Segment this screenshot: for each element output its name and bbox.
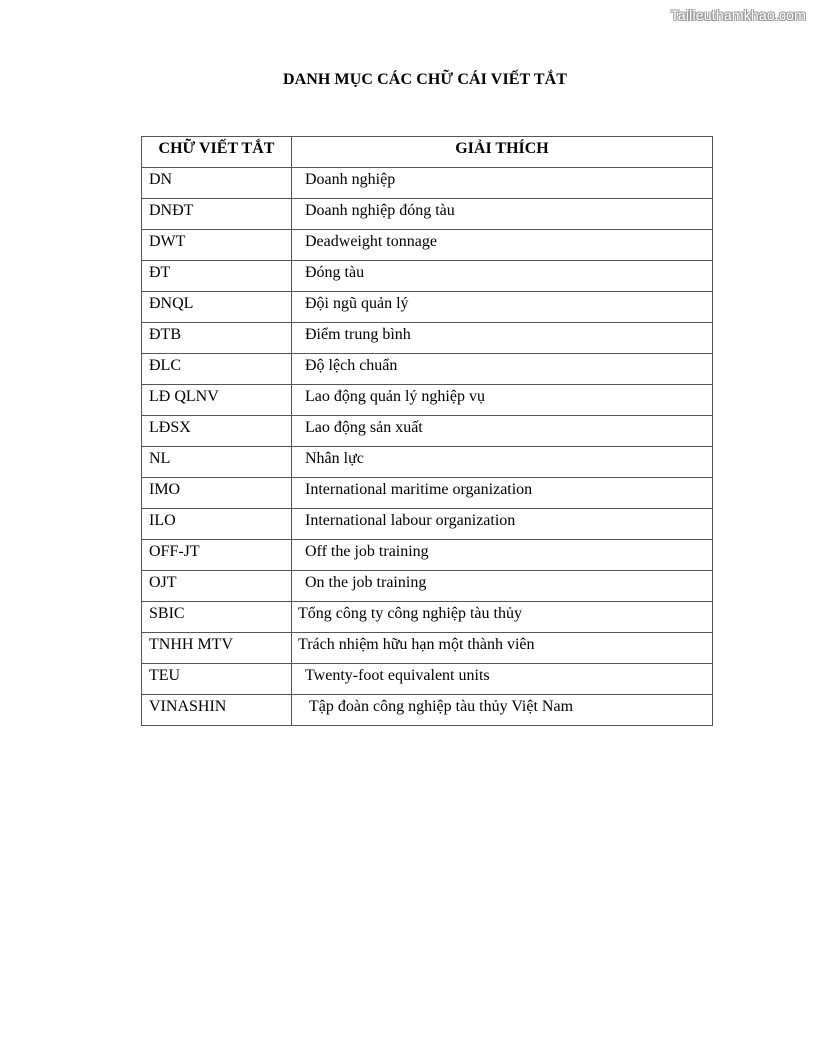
abbreviation-cell: ILO — [142, 509, 292, 540]
explanation-cell: Deadweight tonnage — [292, 230, 713, 261]
explanation-cell: Độ lệch chuẩn — [292, 354, 713, 385]
abbreviation-cell: OFF-JT — [142, 540, 292, 571]
abbreviation-cell: OJT — [142, 571, 292, 602]
abbreviation-cell: IMO — [142, 478, 292, 509]
abbreviation-cell: DN — [142, 168, 292, 199]
explanation-cell: Doanh nghiệp đóng tàu — [292, 199, 713, 230]
table-row — [142, 602, 713, 633]
page-title: DANH MỤC CÁC CHỮ CÁI VIẾT TẮT — [282, 71, 568, 88]
table-row — [142, 478, 713, 509]
explanation-cell: Điểm trung bình — [292, 323, 713, 354]
abbreviation-cell: ĐT — [142, 261, 292, 292]
table-row — [142, 323, 713, 354]
table-row — [142, 447, 713, 478]
table-row — [142, 416, 713, 447]
table-row — [142, 695, 713, 726]
table-row — [142, 633, 713, 664]
explanation-cell: Đóng tàu — [292, 261, 713, 292]
explanation-cell: Lao động quản lý nghiệp vụ — [292, 385, 713, 416]
table-row — [142, 509, 713, 540]
table-row — [142, 261, 713, 292]
explanation-cell: Twenty-foot equivalent units — [292, 664, 713, 695]
explanation-cell: Trách nhiệm hữu hạn một thành viên — [292, 633, 713, 664]
abbreviation-cell: LĐSX — [142, 416, 292, 447]
abbreviation-cell: NL — [142, 447, 292, 478]
explanation-cell: Tập đoàn công nghiệp tàu thủy Việt Nam — [292, 695, 713, 726]
explanation-cell: Doanh nghiệp — [292, 168, 713, 199]
abbreviation-cell: ĐNQL — [142, 292, 292, 323]
abbreviation-cell: VINASHIN — [142, 695, 292, 726]
table-row — [142, 199, 713, 230]
explanation-cell: Lao động sản xuất — [292, 416, 713, 447]
explanation-cell: Nhân lực — [292, 447, 713, 478]
abbreviation-cell: LĐ QLNV — [142, 385, 292, 416]
abbreviation-cell: ĐLC — [142, 354, 292, 385]
table-row — [142, 664, 713, 695]
table-row — [142, 292, 713, 323]
abbreviation-cell: TNHH MTV — [142, 633, 292, 664]
table-row — [142, 354, 713, 385]
watermark-text: Tailieuthamkhao.com — [670, 7, 806, 23]
header-explanation: GIẢI THÍCH — [292, 137, 713, 168]
abbreviation-cell: SBIC — [142, 602, 292, 633]
table-row — [142, 540, 713, 571]
abbreviation-cell: TEU — [142, 664, 292, 695]
header-abbreviation: CHỮ VIẾT TẮT — [142, 137, 292, 168]
abbreviation-cell: DNĐT — [142, 199, 292, 230]
table-row — [142, 385, 713, 416]
table-row — [142, 571, 713, 602]
explanation-cell: Off the job training — [292, 540, 713, 571]
abbreviation-table — [141, 136, 713, 726]
abbreviation-cell: ĐTB — [142, 323, 292, 354]
table-row — [142, 230, 713, 261]
abbreviation-cell: DWT — [142, 230, 292, 261]
explanation-cell: International labour organization — [292, 509, 713, 540]
table-row — [142, 168, 713, 199]
table-header-row — [142, 137, 713, 168]
explanation-cell: Đội ngũ quản lý — [292, 292, 713, 323]
explanation-cell: On the job training — [292, 571, 713, 602]
explanation-cell: Tổng công ty công nghiệp tàu thủy — [292, 602, 713, 633]
explanation-cell: International maritime organization — [292, 478, 713, 509]
